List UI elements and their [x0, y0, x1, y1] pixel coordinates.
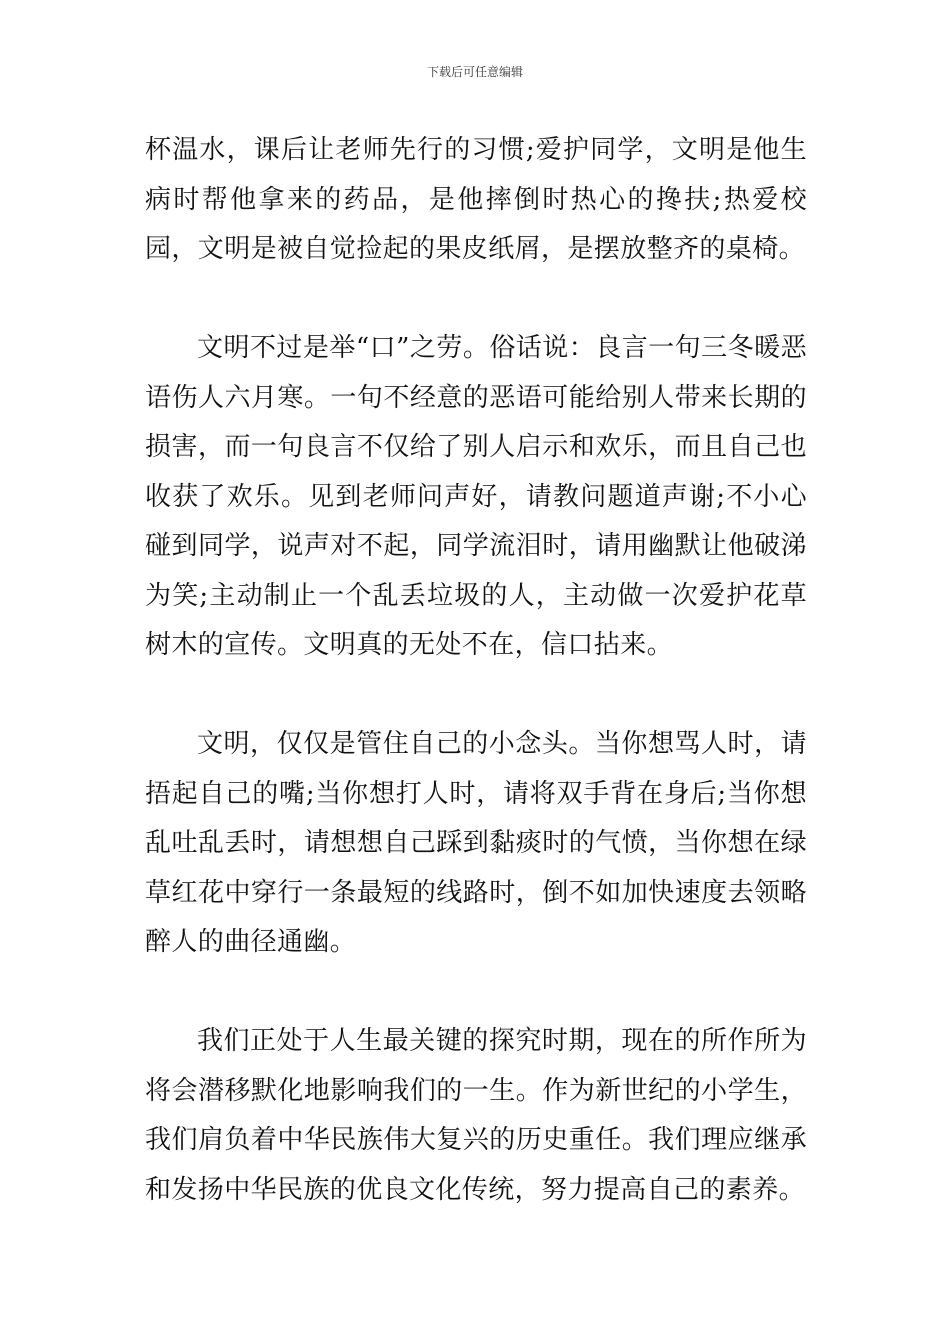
paragraph-civility-self-control: 文明，仅仅是管住自己的小念头。当你想骂人时，请捂起自己的嘴;当你想打人时，请将双手背在身后;当你想乱吐乱丢时，请想想自己踩到黏痰时的气愤，当你想在绿草红花中穿行一条最短的线路时，倒不如加快速度去领略醉人的曲径通幽。 [145, 729, 807, 957]
paragraph-continuation: 杯温水，课后让老师先行的习惯;爱护同学，文明是他生病时帮他拿来的药品，是他摔倒时热心的搀扶;热爱校园，文明是被自觉捡起的果皮纸屑，是摆放整齐的桌椅。 [145, 135, 807, 264]
paragraph-responsibility: 我们正处于人生最关键的探究时期，现在的所作所为将会潜移默化地影响我们的一生。作为新世纪的小学生，我们肩负着中华民族伟大复兴的历史重任。我们理应继承和发扬中华民族的优良文化传统，努力提高自己的素养。 [145, 1026, 807, 1205]
paragraph-civility-words: 文明不过是举“口”之劳。俗话说：良言一句三冬暖恶语伤人六月寒。一句不经意的恶语可能给别人带来长期的损害，而一句良言不仅给了别人启示和欢乐，而且自己也收获了欢乐。见到老师问声好，请教问题道声谢;不小心碰到同学，说声对不起，同学流泪时，请用幽默让他破涕为笑;主动制止一个乱丢垃圾的人，主动做一次爱护花草树木的宣传。文明真的无处不在，信口拈来。 [145, 333, 807, 660]
page-header-note: 下载后可任意编辑 [426, 65, 523, 79]
document-body [145, 126, 807, 1215]
